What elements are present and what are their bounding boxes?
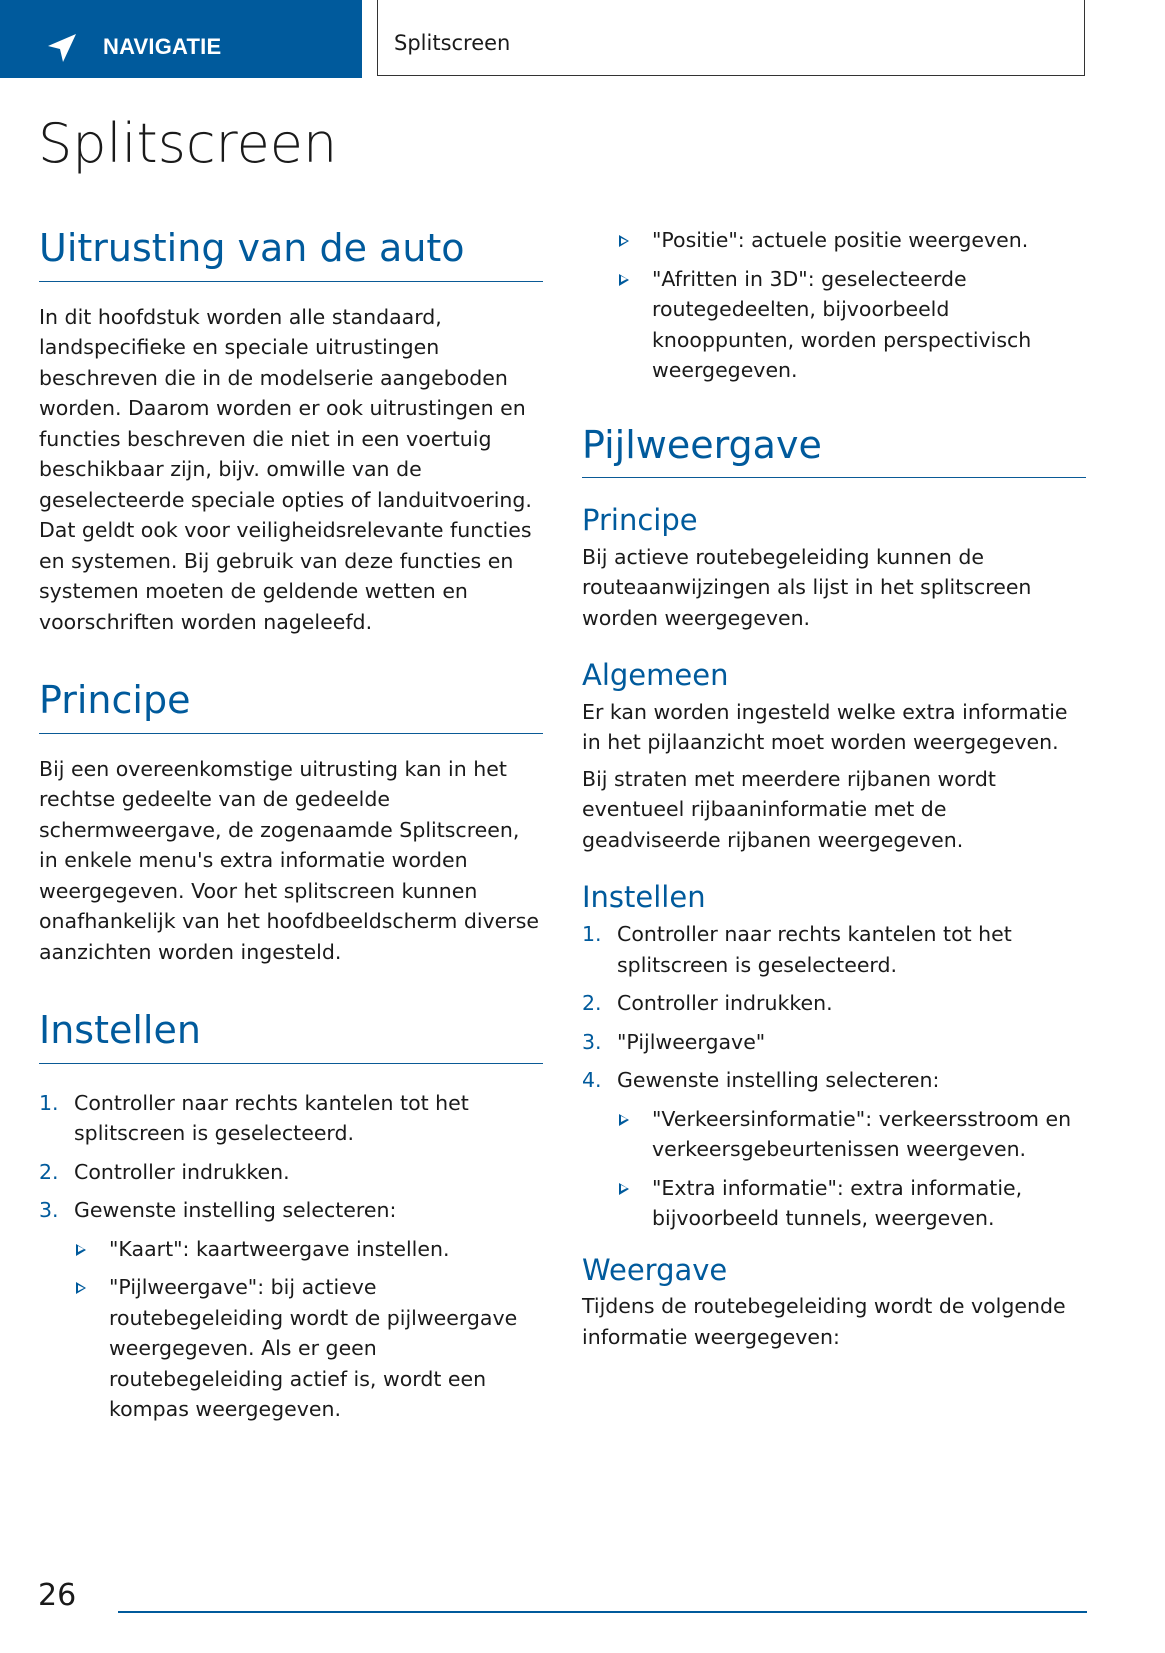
triangle-bullet-icon [619, 235, 629, 247]
step-item [39, 1157, 543, 1188]
step-text: Controller indrukken. [617, 991, 833, 1016]
heading-uitrusting: Uitrusting van de auto [39, 225, 543, 282]
option-item [74, 1234, 543, 1265]
step-text: Controller naar rechts kantelen tot het splitscreen is geselecteerd. [617, 922, 1012, 977]
triangle-bullet-icon [619, 1183, 629, 1195]
breadcrumb [377, 0, 1085, 76]
option-text: "Extra informatie": extra informatie, bijvoorbeeld tunnels, weergeven. [652, 1175, 1023, 1231]
step-text: Gewenste instelling selecteren: [617, 1068, 940, 1093]
options-list [74, 1234, 543, 1425]
step-number: 4. [582, 1068, 602, 1093]
step-item [39, 1195, 543, 1425]
triangle-bullet-icon [619, 274, 629, 286]
step-text: Controller indrukken. [74, 1159, 290, 1184]
option-text: "Afritten in 3D": geselecteerde routegedeelten, bijvoorbeeld knooppunten, worden perspectivisch weergegeven. [652, 266, 1032, 382]
options-list [617, 1104, 1086, 1234]
option-item [617, 225, 1086, 256]
step-number: 3. [582, 1029, 602, 1054]
page-title: Splitscreen [38, 112, 338, 175]
option-text: "Kaart": kaartweergave instellen. [109, 1236, 450, 1261]
paragraph-principe: Bij een overeenkomstige uitrusting kan in het rechtse gedeelte van de gedeelde schermweergave, de zogenaamde Splitscreen, in enkele menu's extra informatie worden weergegeven. Voor het splitscreen kunnen onafhankelijk van het hoofdbeeldscherm diverse aanzichten worden ingesteld. [39, 756, 539, 964]
option-text: "Pijlweergave": bij actieve routebegeleiding wordt de pijlweergave weergegeven. Als er geen routebegeleiding actief is, wordt een kompas weergegeven. [109, 1275, 518, 1421]
steps-list-instellen [39, 1088, 543, 1425]
heading-pijlweergave: Pijlweergave [582, 422, 1086, 479]
step-text: Gewenste instelling selecteren: [74, 1198, 397, 1222]
step-item [582, 919, 1086, 980]
option-item [617, 264, 1086, 386]
step-item [582, 988, 1086, 1019]
triangle-bullet-icon [619, 1114, 629, 1126]
step-number: 2. [582, 991, 602, 1016]
step-item [582, 1027, 1086, 1058]
paragraph-algemeen-2: Bij straten met meerdere rijbanen wordt eventueel rijbaaninformatie met de geadviseerde rijbanen weergegeven. [582, 766, 996, 852]
paragraph-algemeen-1: Er kan worden ingesteld welke extra informatie in het pijlaanzicht moet worden weergegeven. [582, 699, 1068, 755]
continued-options-list [617, 225, 1086, 386]
option-text: "Positie": actuele positie weergeven. [652, 228, 1029, 252]
step-number: 3. [39, 1198, 59, 1222]
step-text: Controller naar rechts kantelen tot het splitscreen is geselecteerd. [74, 1090, 469, 1145]
navigation-arrow-icon [46, 32, 78, 64]
option-text: "Verkeersinformatie": verkeersstroom en verkeersgebeurtenissen weergeven. [652, 1106, 1072, 1162]
subheading-algemeen: Algemeen [582, 658, 729, 693]
triangle-bullet-icon [76, 1282, 86, 1294]
section-tab-navigatie [0, 0, 362, 78]
paragraph-uitrusting: In dit hoofdstuk worden alle standaard, landspecifieke en speciale uitrustingen beschreven die in de modelserie aangeboden worden. Daarom worden er ook uitrustingen en functies beschreven die niet in een voertuig beschikbaar zijn, bijv. omwille van de geselecteerde speciale opties of landuitvoering. Dat geldt ook voor veiligheidsrelevante functies en systemen. Bij gebruik van deze functies en systemen moeten de geldende wetten en voorschriften worden nageleefd. [39, 304, 532, 634]
step-number: 1. [582, 922, 602, 947]
heading-instellen: Instellen [39, 1007, 543, 1064]
section-tab-label: NAVIGATIE [103, 34, 222, 59]
paragraph-pijl-principe: Bij actieve routebegeleiding kunnen de routeaanwijzingen als lijst in het splitscreen worden weergegeven. [582, 544, 1032, 630]
footer-rule [118, 1611, 1087, 1613]
option-item [617, 1173, 1086, 1234]
paragraph-weergave: Tijdens de routebegeleiding wordt de volgende informatie weergegeven: [582, 1294, 1066, 1349]
breadcrumb-label: Splitscreen [394, 31, 511, 55]
step-item [39, 1088, 543, 1149]
heading-principe: Principe [39, 677, 543, 734]
triangle-bullet-icon [76, 1244, 86, 1256]
step-text: "Pijlweergave" [617, 1029, 766, 1054]
subheading-principe: Principe [582, 503, 698, 537]
steps-list-pijl-instellen [582, 919, 1086, 1234]
subheading-weergave: Weergave [582, 1252, 728, 1287]
subheading-instellen: Instellen [582, 880, 706, 915]
right-column [582, 225, 1086, 1352]
step-number: 2. [39, 1159, 59, 1184]
step-item [582, 1065, 1086, 1234]
page-number: 26 [38, 1578, 77, 1613]
option-item [617, 1104, 1086, 1165]
option-item [74, 1272, 543, 1425]
step-number: 1. [39, 1090, 59, 1115]
left-column [39, 225, 543, 1433]
